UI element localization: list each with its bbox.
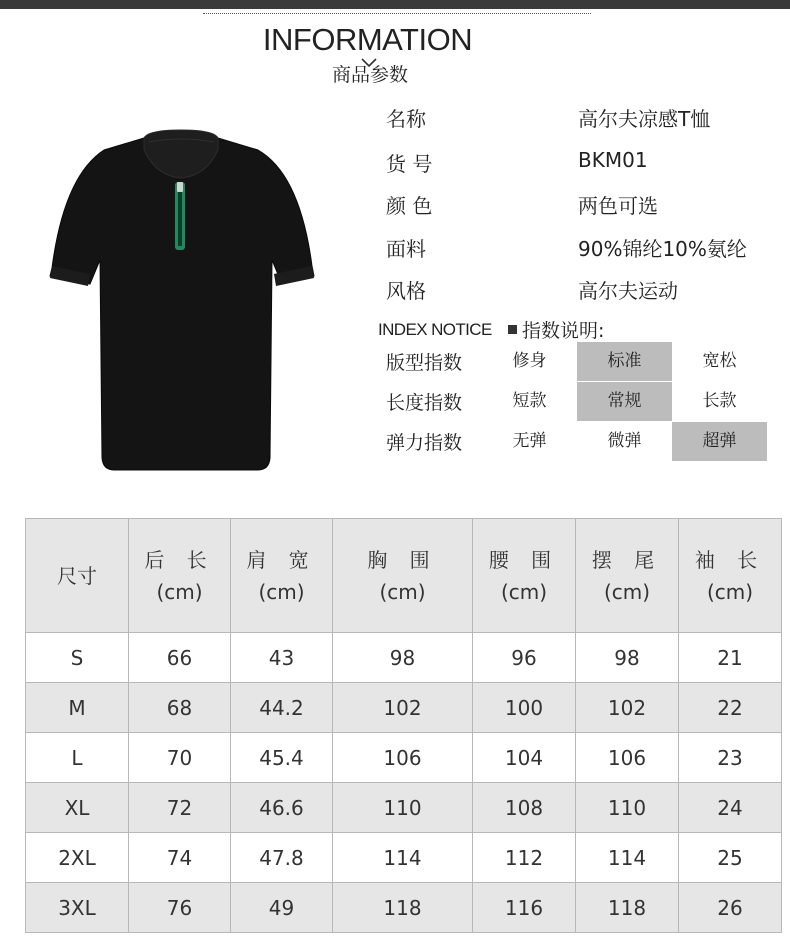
index-option: 微弹 bbox=[607, 431, 642, 451]
size-cell: 3XL bbox=[26, 883, 129, 933]
measurement-cell: 70 bbox=[129, 733, 231, 783]
table-row bbox=[26, 633, 782, 683]
measurement-cell: 98 bbox=[333, 633, 473, 683]
column-name: 腰 围 bbox=[488, 547, 560, 572]
index-option: 短款 bbox=[512, 391, 547, 411]
measurement-cell: 46.6 bbox=[231, 783, 333, 833]
column-header bbox=[679, 519, 782, 633]
size-cell: L bbox=[26, 733, 129, 783]
measurement-cell: 66 bbox=[129, 633, 231, 683]
index-option: 宽松 bbox=[702, 351, 737, 371]
measurement-cell: 72 bbox=[129, 783, 231, 833]
size-header: 尺寸 bbox=[26, 519, 129, 633]
column-unit: (cm) bbox=[156, 579, 203, 604]
measurement-cell: 68 bbox=[129, 683, 231, 733]
index-notice-title-cn: 指数说明: bbox=[522, 320, 605, 342]
info-value: BKM01 bbox=[578, 148, 648, 172]
measurement-cell: 102 bbox=[576, 683, 679, 733]
column-unit: (cm) bbox=[706, 579, 754, 604]
measurement-cell: 102 bbox=[333, 683, 473, 733]
index-option: 修身 bbox=[512, 351, 547, 371]
info-label: 颜 色 bbox=[386, 194, 433, 218]
product-image bbox=[44, 128, 318, 474]
dotted-divider bbox=[203, 13, 591, 14]
measurement-cell: 76 bbox=[129, 883, 231, 933]
index-notice-title-en: INDEX NOTICE bbox=[378, 320, 492, 339]
column-name: 后 长 bbox=[144, 547, 215, 572]
column-header bbox=[576, 519, 679, 633]
column-unit: (cm) bbox=[500, 579, 548, 604]
column-name: 摆 尾 bbox=[591, 547, 663, 572]
column-name: 袖 长 bbox=[694, 547, 766, 572]
measurement-cell: 22 bbox=[679, 683, 782, 733]
info-label: 货 号 bbox=[386, 152, 433, 176]
measurement-cell: 106 bbox=[333, 733, 473, 783]
column-header bbox=[333, 519, 473, 633]
measurement-cell: 21 bbox=[679, 633, 782, 683]
column-header bbox=[231, 519, 333, 633]
measurement-cell: 26 bbox=[679, 883, 782, 933]
column-name: 肩 宽 bbox=[246, 547, 317, 572]
measurement-cell: 114 bbox=[333, 833, 473, 883]
info-value: 高尔夫运动 bbox=[578, 279, 678, 303]
table-row bbox=[26, 833, 782, 883]
measurement-cell: 49 bbox=[231, 883, 333, 933]
measurement-cell: 44.2 bbox=[231, 683, 333, 733]
measurement-cell: 106 bbox=[576, 733, 679, 783]
measurement-cell: 118 bbox=[333, 883, 473, 933]
index-label: 长度指数 bbox=[386, 392, 463, 414]
column-name: 胸 围 bbox=[367, 547, 438, 572]
index-label: 版型指数 bbox=[386, 352, 463, 374]
info-value: 两色可选 bbox=[578, 194, 658, 218]
measurement-cell: 47.8 bbox=[231, 833, 333, 883]
measurement-cell: 110 bbox=[576, 783, 679, 833]
info-value: 高尔夫凉感T恤 bbox=[578, 107, 711, 131]
info-value: 90%锦纶10%氨纶 bbox=[578, 237, 747, 261]
column-unit: (cm) bbox=[258, 579, 305, 604]
info-label: 风格 bbox=[386, 279, 426, 303]
column-header bbox=[129, 519, 231, 633]
measurement-cell: 110 bbox=[333, 783, 473, 833]
index-option-selected: 超弹 bbox=[672, 422, 767, 461]
column-header bbox=[473, 519, 576, 633]
top-bar bbox=[0, 0, 790, 9]
measurement-cell: 25 bbox=[679, 833, 782, 883]
measurement-cell: 104 bbox=[473, 733, 576, 783]
measurement-cell: 43 bbox=[231, 633, 333, 683]
column-unit: (cm) bbox=[603, 579, 651, 604]
table-row bbox=[26, 783, 782, 833]
measurement-cell: 114 bbox=[576, 833, 679, 883]
index-label: 弹力指数 bbox=[386, 432, 463, 454]
table-row bbox=[26, 883, 782, 933]
measurement-cell: 98 bbox=[576, 633, 679, 683]
section-title-en: INFORMATION bbox=[262, 22, 473, 57]
measurement-cell: 45.4 bbox=[231, 733, 333, 783]
info-label: 名称 bbox=[386, 107, 426, 131]
index-option: 无弹 bbox=[512, 431, 547, 451]
size-cell: 2XL bbox=[26, 833, 129, 883]
size-cell: S bbox=[26, 633, 129, 683]
measurement-cell: 112 bbox=[473, 833, 576, 883]
section-title-cn: 商品参数 bbox=[331, 64, 408, 86]
index-option-selected: 常规 bbox=[577, 382, 672, 421]
measurement-cell: 116 bbox=[473, 883, 576, 933]
measurement-cell: 108 bbox=[473, 783, 576, 833]
table-row bbox=[26, 683, 782, 733]
size-cell: M bbox=[26, 683, 129, 733]
measurement-cell: 23 bbox=[679, 733, 782, 783]
index-option: 长款 bbox=[702, 391, 737, 411]
measurement-cell: 100 bbox=[473, 683, 576, 733]
measurement-cell: 118 bbox=[576, 883, 679, 933]
measurement-cell: 24 bbox=[679, 783, 782, 833]
info-label: 面料 bbox=[386, 237, 426, 261]
measurement-cell: 74 bbox=[129, 833, 231, 883]
column-unit: (cm) bbox=[379, 579, 426, 604]
size-table bbox=[25, 518, 782, 933]
table-row bbox=[26, 733, 782, 783]
index-option-selected: 标准 bbox=[577, 342, 672, 381]
square-bullet-icon bbox=[508, 325, 517, 334]
size-cell: XL bbox=[26, 783, 129, 833]
measurement-cell: 96 bbox=[473, 633, 576, 683]
